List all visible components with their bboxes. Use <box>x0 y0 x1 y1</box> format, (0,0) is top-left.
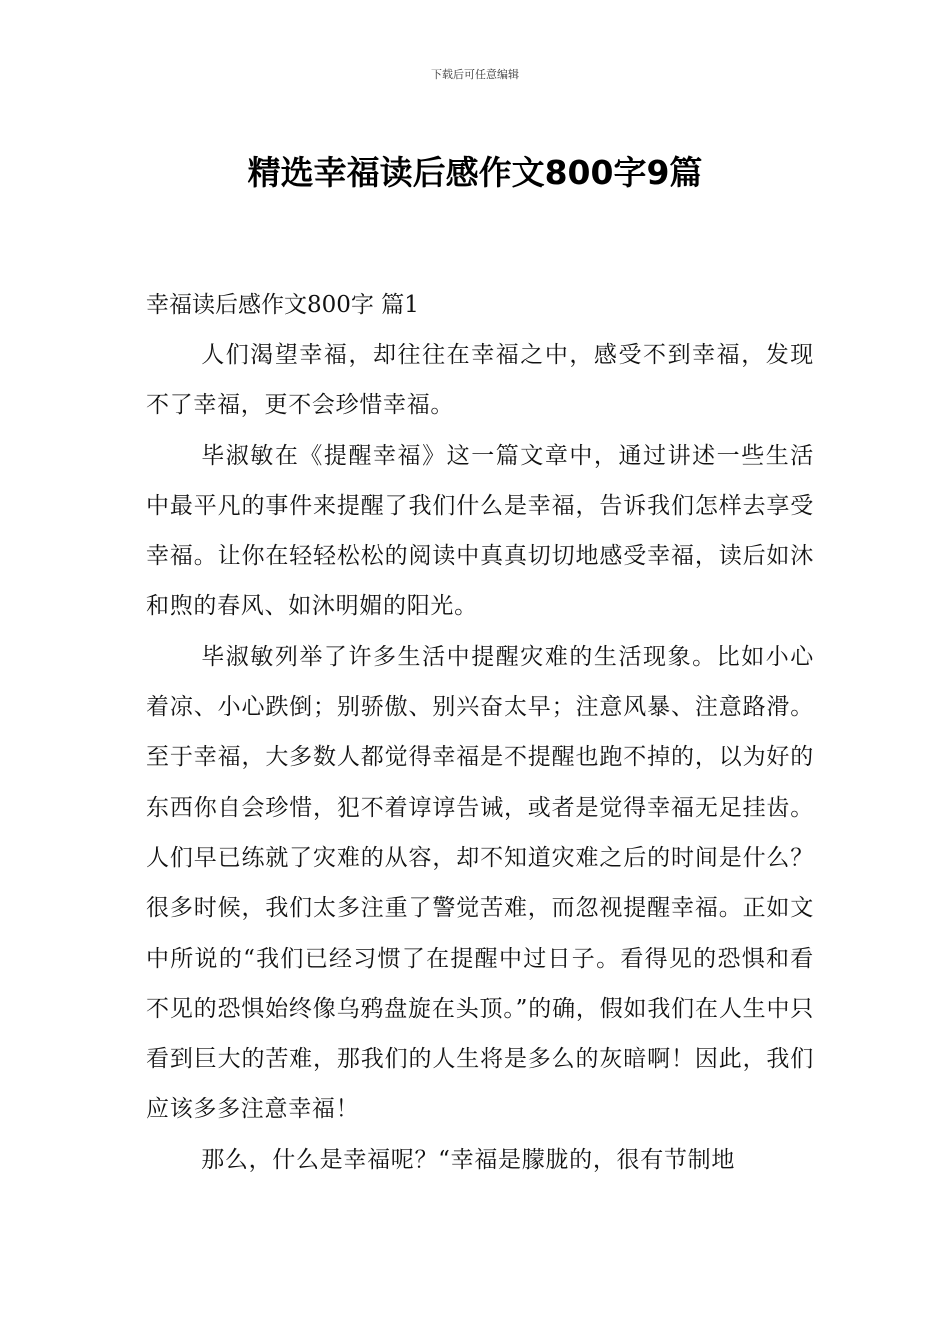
paragraph-3: 毕淑敏列举了许多生活中提醒灾难的生活现象。比如小心着凉、小心跌倒；别骄傲、别兴奋太早；注意风暴、注意路滑。至于幸福，大多数人都觉得幸福是不提醒也跑不掉的，以为好的东西你自会珍惜，犯不着谆谆告诫，或者是觉得幸福无足挂齿。人们早已练就了灾难的从容，却不知道灾难之后的时间是什么？很多时候，我们太多注重了警觉苦难，而忽视提醒幸福。正如文中所说的“我们已经习惯了在提醒中过日子。看得见的恐惧和看不见的恐惧始终像乌鸦盘旋在头顶。”的确，假如我们在人生中只看到巨大的苦难，那我们的人生将是多么的灰暗啊！因此，我们应该多多注意幸福！ <box>146 643 814 1123</box>
paragraph-4: 那么，什么是幸福呢？“幸福是朦胧的，很有节制地 <box>201 1146 736 1173</box>
paragraph-1: 人们渴望幸福，却往往在幸福之中，感受不到幸福，发现不了幸福，更不会珍惜幸福。 <box>146 342 814 419</box>
section-heading: 幸福读后感作文800字 篇1 <box>146 292 419 318</box>
document-body <box>146 280 814 1185</box>
header-note: 下载后可任意编辑 <box>431 68 519 81</box>
document-title: 精选幸福读后感作文800字9篇 <box>247 153 703 193</box>
paragraph-2: 毕淑敏在《提醒幸福》这一篇文章中，通过讲述一些生活中最平凡的事件来提醒了我们什么是幸福，告诉我们怎样去享受幸福。让你在轻轻松松的阅读中真真切切地感受幸福，读后如沐和煦的春风、如沐明媚的阳光。 <box>146 442 814 620</box>
